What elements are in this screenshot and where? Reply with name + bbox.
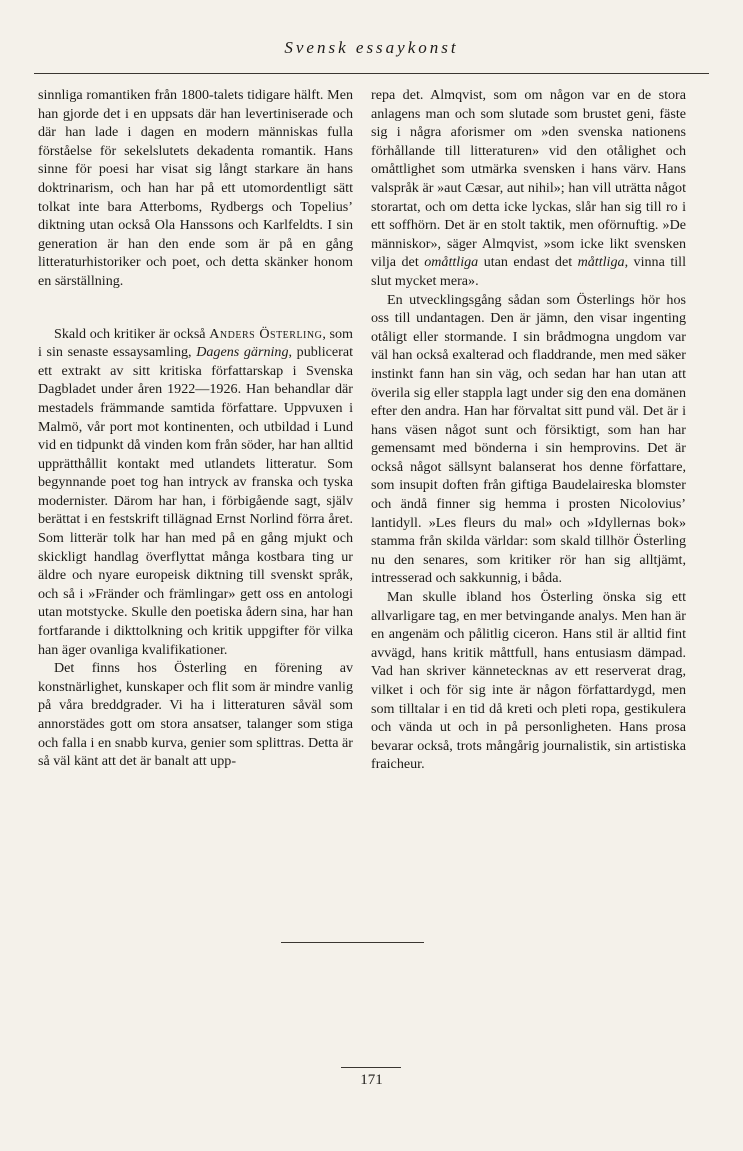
right-column <box>371 86 686 774</box>
text-run: , som i sin senaste essaysamling, <box>38 325 354 361</box>
book-title: Dagens gärning <box>196 344 289 361</box>
text-run: repa det. Almqvist, som om någon var en de stora anlagens man och som slutade som brustet geni, fäste sig i några aforismer om »den svenska nationens förhållande till litteraturen» vid den otålighet och omåttlighet som utmärka svensken i hans värv. Hans valspråk är »aut Cæsar, aut nihil»; han vill uträtta något storartat, och om detta icke lyckas, slår han sig till ro i ett soffhörn. Det är en stolt taktik, men oförnuftig. »De människor», säger Almqvist, »som icke likt svensken vilja det <box>371 87 686 271</box>
right-paragraph-2: En utvecklingsgång sådan som Österlings hör hos oss till undantagen. Den är jämn, den visar ingenting otåligt eller stormande. I sin brådmogna ungdom var väl han också exalterad och fladdrande, men med säker instinkt fann han sin väg, och sedan har han utan att överila sig eller stappla lagt under sig den ena domänen efter den andra. Han har förvaltat sitt pund väl. Det är i hans väsen något sunt och försiktigt, som han har gemensamt med bönderna i sin hemprovins. Det är också något sällsynt balanserat hos denne författare, som insupit doften från giftiga Baudelaireska blomster och ändå finner sig hemma i prosten Nicolovius’ lantidyll. »Les fleurs du mal» och »Idyllernas bok» stamma från skilda världar: som skald tillhör Österling nu den senares, som kritiker rör han sig alltjämt, intresserad och sakkunnig, i båda. <box>371 291 686 587</box>
page-number: 171 <box>360 1072 383 1088</box>
left-paragraph-3: Det finns hos Österling en förening av konstnärlighet, kunskaper och flit som är mindre vanlig på våra breddgrader. Vi ha i litteraturen såväl som annorstädes gott om stora ansatser, talanger som stiga och falla i en snabb kurva, genier som splittras. Detta är så väl känt att det är banalt att upp- <box>38 660 353 770</box>
text-run: , publicerat ett extrakt av sitt kritiska författarskap i Svenska Dagbladet under åren 1922—1926. Han behandlar där mestadels främmande samtida författare. Uppvuxen i Malmö, vår port mot kontinenten, och utbildad i Lund vid en tidpunkt då vinden kom från söder, har han alltid upprätthållit kontakt med utlandets litteratur. Som begynnande poet tog han intryck av franska och tyska modernister. Därom har han, i förbigående sagt, själv berättat i en festskrift tillägnad Ernst Norlind förra året. Som litterär tolk har han med på en gång mjukt och skickligt handlag överflyttat många kostbara ting ur äldre och nyare europeisk diktning till svenskt språk, och så i »Fränder och främlingar» gett oss en antologi utan motstycke. Skulle den poetiska ådern sina, har han fortfarande i dikttolkning och kritik uppgifter för vilka han äger ovanliga kvalifikationer. <box>38 344 353 658</box>
author-name: Anders Österling <box>209 325 323 342</box>
left-column <box>38 86 353 771</box>
section-end-rule <box>281 942 424 943</box>
emphasis-mattliga: måttliga <box>577 254 625 271</box>
right-paragraph-3: Man skulle ibland hos Österling önska sig ett allvarligare tag, en mer betvingande analys. Men han är en angenäm och pålitlig ciceron. Hans stil är alltid fint avvägd, hans kritik måttfull, hans entusiasm dämpad. Vad han skriver kännetecknas av ett reserverat drag, vilket i och för sig inte är någon författardygd, men som tilltalar i en tid då kreti och pleti ropa, gestikulera och vända ut och in på personligheten. Hans prosa bevarar också, trots mångårig journalistik, sin artistiska fraicheur. <box>371 589 686 773</box>
emphasis-omattliga: omåttliga <box>424 254 479 271</box>
text-run: Skald och kritiker är också <box>54 325 210 342</box>
running-head: Svensk essaykonst <box>284 38 459 57</box>
folio-rule <box>341 1067 401 1068</box>
text-run: , vinna till slut mycket mera». <box>371 254 686 289</box>
left-paragraph-2 <box>38 325 353 660</box>
text-run: utan endast det <box>478 254 578 271</box>
header-rule <box>34 73 709 74</box>
right-paragraph-1 <box>371 86 686 291</box>
left-paragraph-1: sinnliga romantiken från 1800-talets tidigare hälft. Men han gjorde det i en uppsats där han levertiniserade och där han lade i dagen en modern människas fulla förståelse för sekelslutets dekadenta romantik. Hans sinne för poesi har visat sig långt starkare än hans doktrinarism, och han har på ett utomordentligt sätt tolkat inte bara Atterboms, Rydbergs och Topelius’ diktning utan också Ola Hanssons och Karlfeldts. I sin generation är han den ende som är på en gång litteraturhistoriker och poet, och detta skänker honom en särställning. <box>38 87 353 289</box>
